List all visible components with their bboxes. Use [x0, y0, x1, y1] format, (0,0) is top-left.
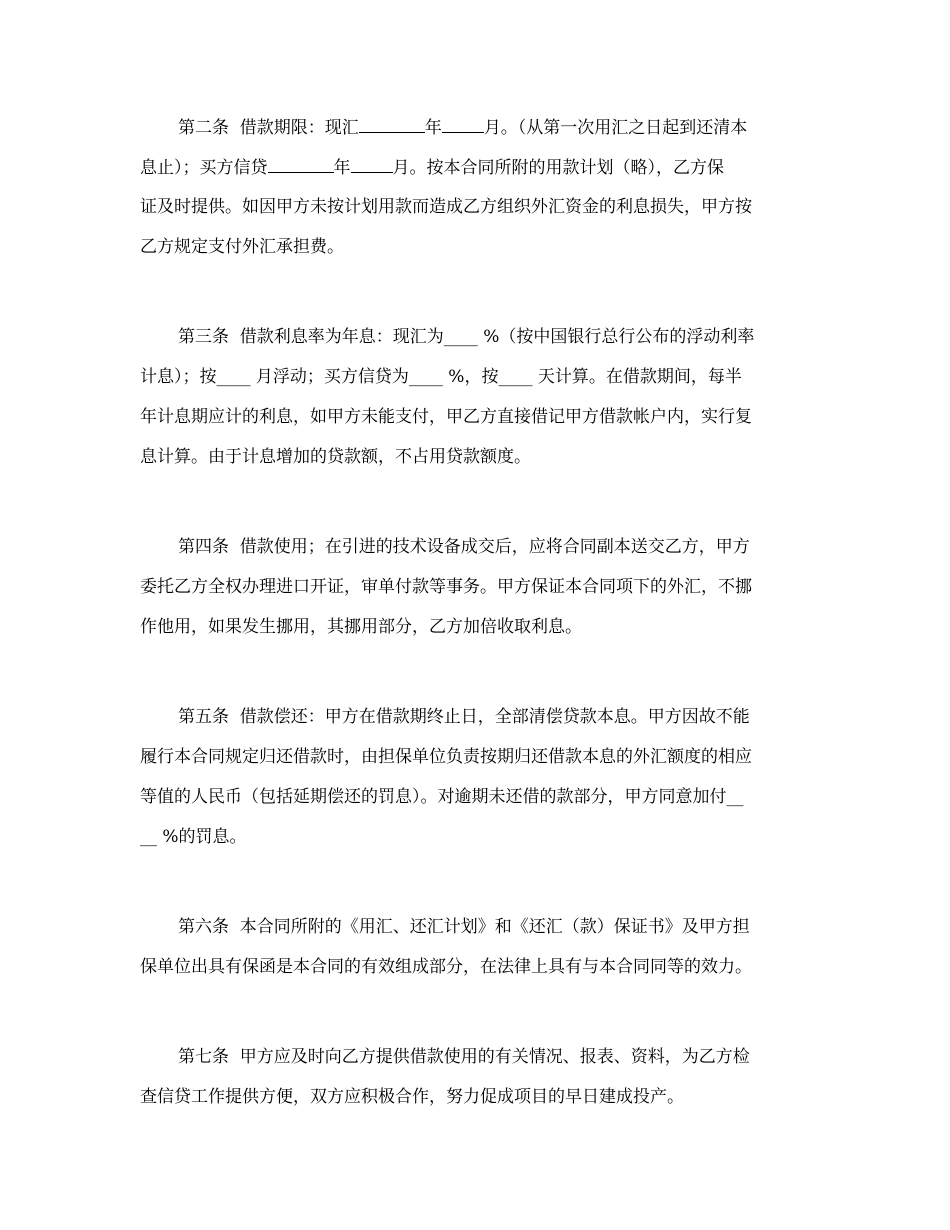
article-2-line-1 — [178, 116, 747, 139]
article-3-line-3: 年计息期应计的利息，如甲方未能支付，甲乙方直接借记甲方借款帐户内，实行复 — [140, 407, 752, 427]
text-segment: 年 — [333, 158, 351, 178]
article-5-line-3: 等值的人民币（包括延期偿还的罚息）。对逾期未还借的款部分，甲方同意加付__ — [140, 787, 744, 807]
text-segment: 月。（从第一次用汇之日起到还清本 — [483, 118, 748, 138]
blank-field — [268, 156, 334, 173]
article-4-line-2: 委托乙方全权办理进口开证，审单付款等事务。甲方保证本合同项下的外汇，不挪 — [140, 577, 752, 597]
article-5-line-1: 第五条 借款偿还：甲方在借款期终止日，全部清偿贷款本息。甲方因故不能 — [178, 707, 750, 727]
blank-field — [351, 156, 393, 173]
text-segment: 息止）；买方信贷 — [140, 158, 268, 178]
text-segment: 年 — [424, 118, 442, 138]
article-2-line-2 — [140, 156, 724, 179]
article-7-line-1: 第七条 甲方应及时向乙方提供借款使用的有关情况、报表、资料，为乙方检 — [178, 1047, 750, 1067]
article-5-line-2: 履行本合同规定归还借款时，由担保单位负责按期归还借款本息的外汇额度的相应 — [140, 747, 752, 767]
article-3-line-4: 息计算。由于计息增加的贷款额，不占用贷款额度。 — [140, 447, 531, 467]
article-2-line-3: 证及时提供。如因甲方未按计划用款而造成乙方组织外汇资金的利息损失，甲方按 — [140, 197, 752, 217]
article-4-line-1: 第四条 借款使用；在引进的技术设备成交后，应将合同副本送交乙方，甲方 — [178, 537, 750, 557]
article-7-line-2: 查信贷工作提供方便，双方应积极合作，努力促成项目的早日建成投产。 — [140, 1087, 684, 1107]
text-segment: 月。按本合同所附的用款计划（略），乙方保 — [392, 158, 724, 178]
article-5-line-4: __ %的罚息。 — [140, 827, 247, 847]
article-3-line-2: 计息）；按____ 月浮动；买方信贷为____ %，按____ 天计算。在借款期间，每半 — [140, 367, 742, 387]
article-2-line-4: 乙方规定支付外汇承担费。 — [140, 237, 344, 257]
article-6-line-2: 保单位出具有保函是本合同的有效组成部分，在法律上具有与本合同同等的效力。 — [140, 957, 752, 977]
blank-field — [442, 116, 484, 133]
article-3-line-1: 第三条 借款利息率为年息：现汇为____ %（按中国银行总行公布的浮动利率 — [178, 327, 755, 347]
text-segment: 第二条 借款期限：现汇 — [178, 118, 359, 138]
article-4-line-3: 作他用，如果发生挪用，其挪用部分，乙方加倍收取利息。 — [140, 617, 582, 637]
blank-field — [359, 116, 425, 133]
article-6-line-1: 第六条 本合同所附的《用汇、还汇计划》和《还汇（款）保证书》及甲方担 — [178, 917, 750, 937]
